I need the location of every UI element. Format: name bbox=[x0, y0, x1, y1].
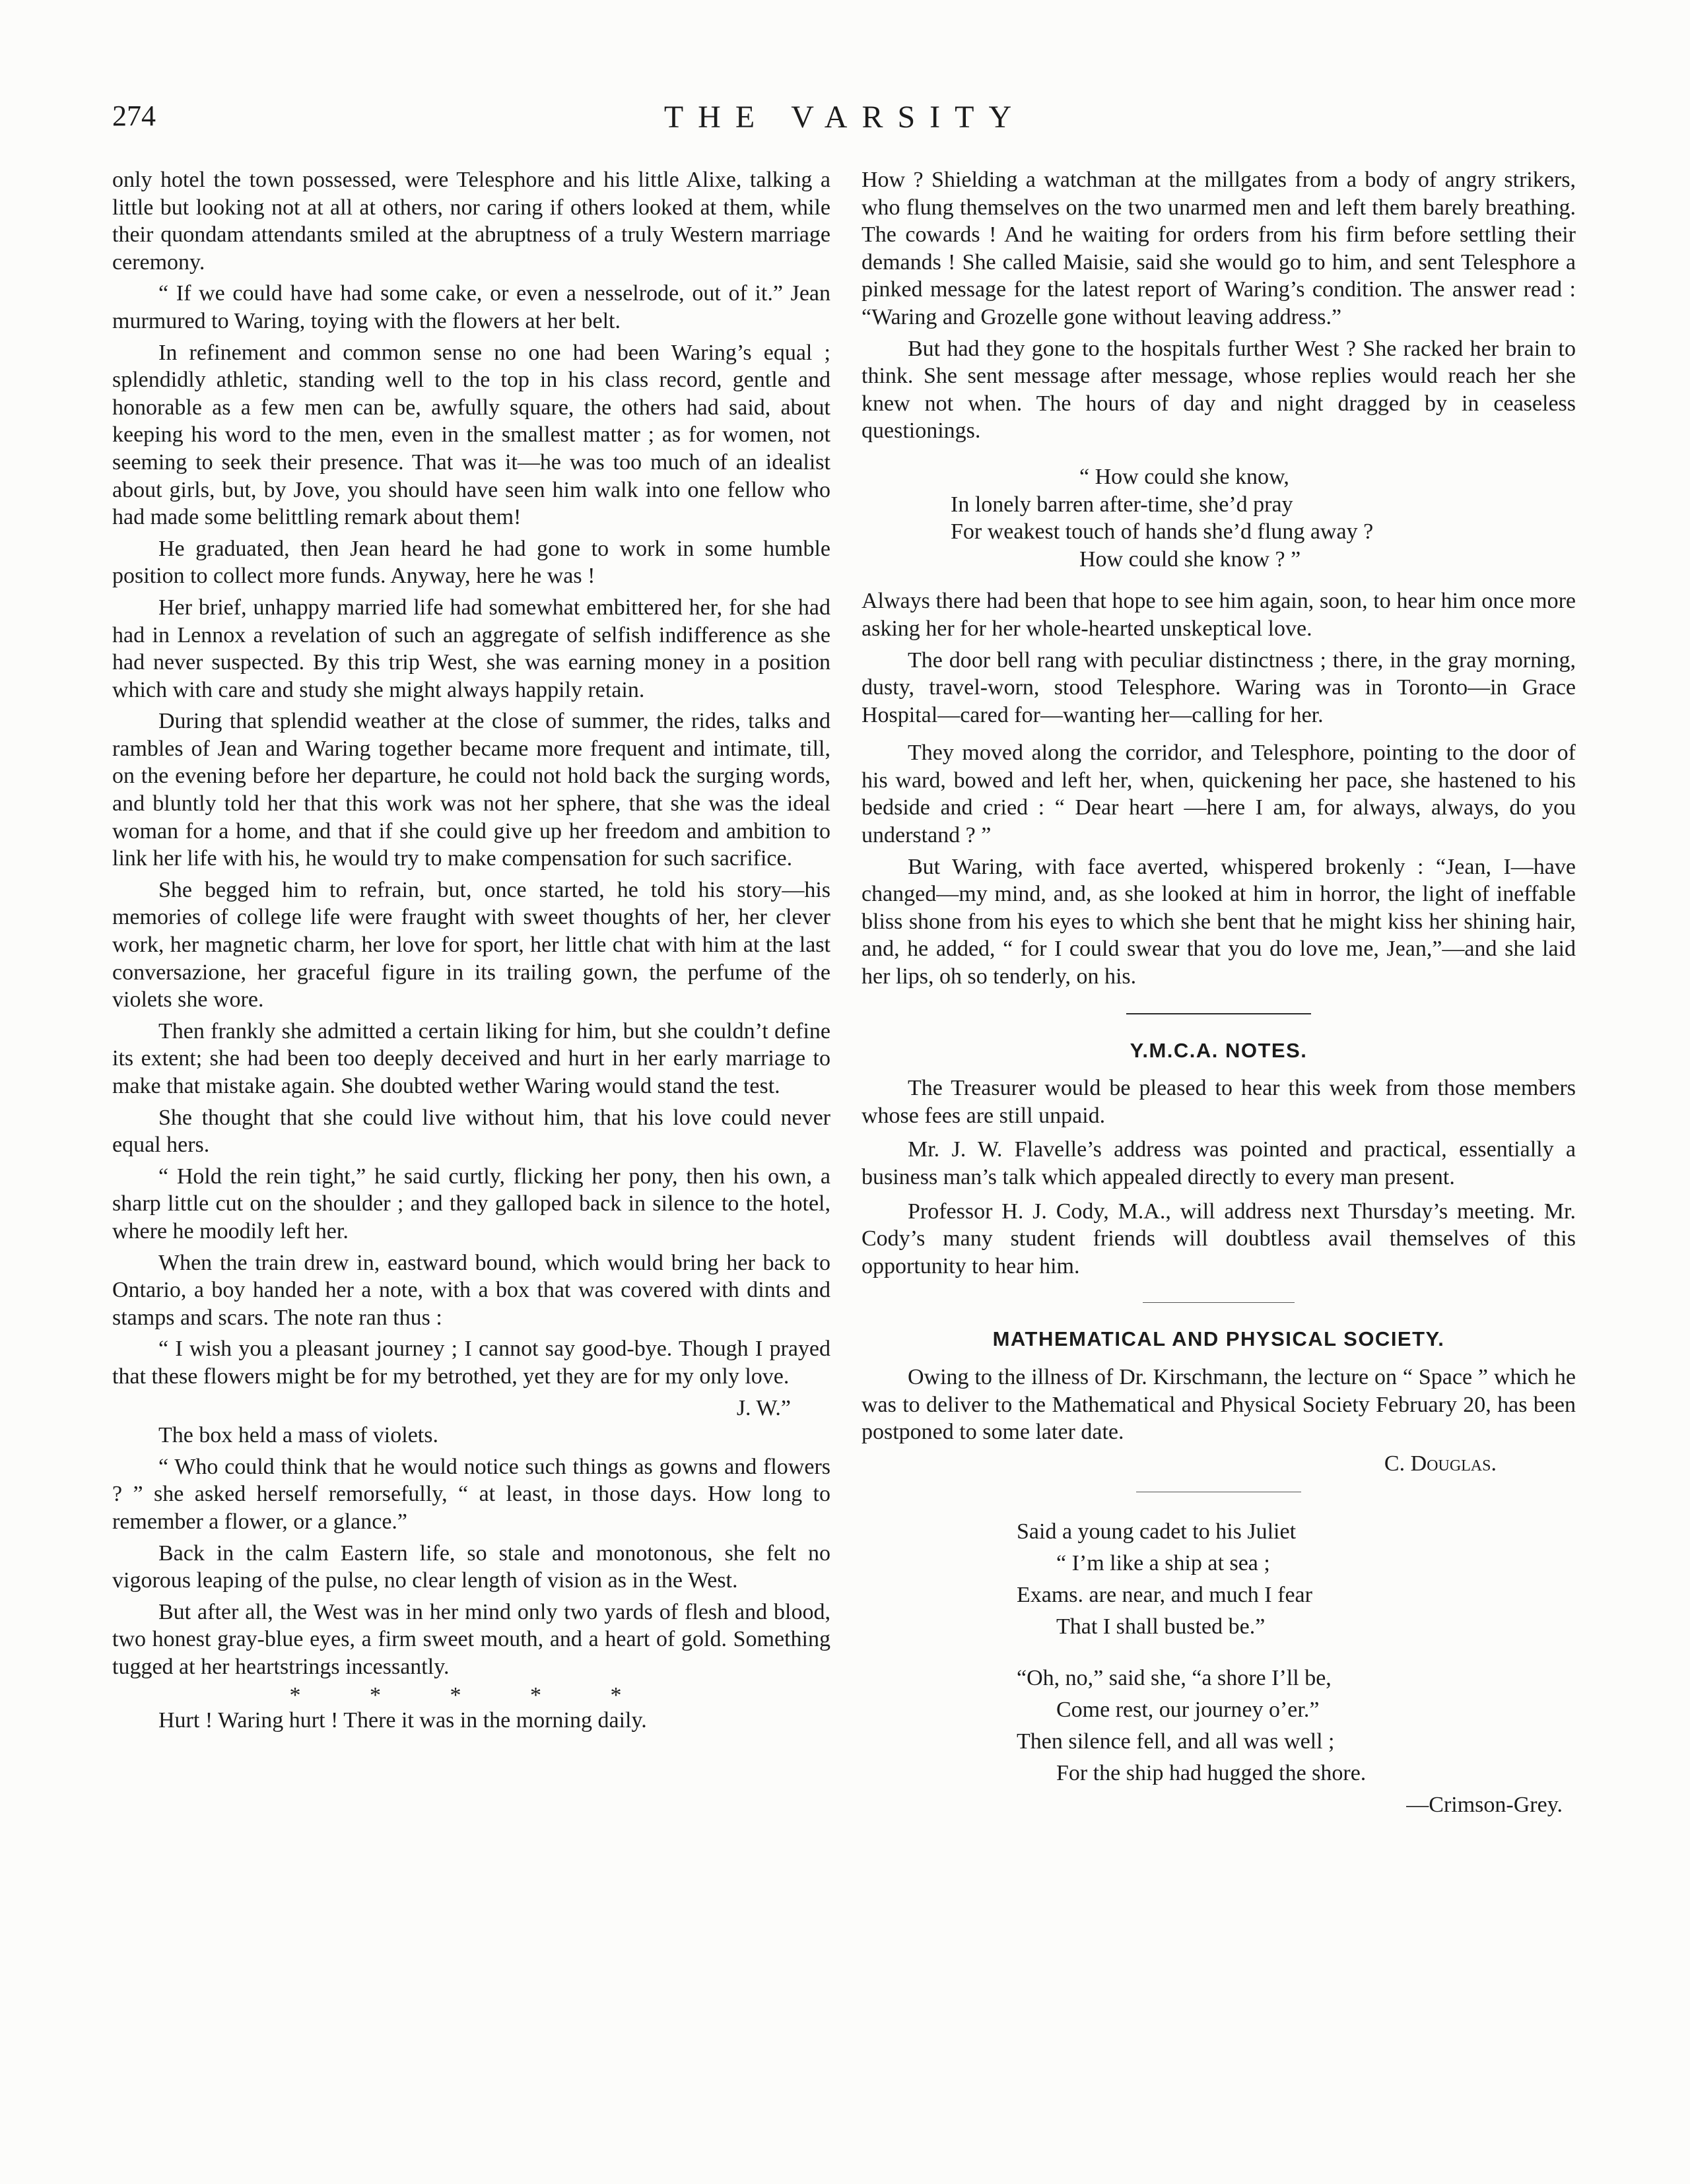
masthead: THE VARSITY bbox=[663, 100, 1027, 135]
paragraph: Then frankly she admitted a certain liking for him, but she couldn’t define its extent; she had been too deeply deceived and hurt in her early marriage to make that mistake again. She doubted wether Waring would stand the test. bbox=[112, 1018, 830, 1098]
paragraph: But had they gone to the hospitals further West ? She racked her brain to think. She sent message after message, whose replies would reach her she knew not when. The hours of day and night dragged by in ceaseless questionings. bbox=[862, 336, 1576, 444]
paragraph: The Treasurer would be pleased to hear this week from those members whose fees are still unpaid. bbox=[862, 1076, 1576, 1128]
paragraph: During that splendid weather at the close of summer, the rides, talks and rambles of Jean and Waring together became more frequent and intimate, till, on the evening before her departure, he could not hold back the surging words, and bluntly told her that this work was not her sphere, that she was the ideal woman for a home, and that if she could give up her freedom and ambition to link her life with his, he would try to make compensation for such sacrifice. bbox=[112, 709, 830, 871]
math-society-title: MATHEMATICAL AND PHYSICAL SOCIETY. bbox=[992, 1327, 1445, 1351]
divider-rule bbox=[1143, 1302, 1295, 1303]
paragraph: She thought that she could live without him, that his love could never equal hers. bbox=[112, 1105, 830, 1158]
verse-line: In lonely barren after-time, she’d pray bbox=[951, 492, 1293, 517]
paragraph: Her brief, unhappy married life had somewhat embittered her, for she had had in Lennox a revelation of such an aggregate of selfish indifference as she had never suspected. By this trip West, she was earning money in a position which with care and study she might always happily retain. bbox=[112, 595, 830, 702]
ymca-notes-title: Y.M.C.A. NOTES. bbox=[1130, 1038, 1308, 1062]
poem-line: That I shall busted be.” bbox=[1056, 1614, 1266, 1639]
right-column bbox=[862, 166, 1576, 1821]
verse-line: For weakest touch of hands she’d flung away ? bbox=[951, 519, 1374, 545]
paragraph: “ Hold the rein tight,” he said curtly, flicking her pony, then his own, a sharp little cut on the shoulder ; and they galloped back in silence to the hotel, where he moodily left her. bbox=[112, 1164, 830, 1243]
paragraph: But after all, the West was in her mind only two yards of flesh and blood, two honest gray-blue eyes, a firm sweet mouth, and a heart of gold. Something tugged at her heartstrings incessantly. bbox=[112, 1599, 830, 1679]
paragraph: “ Who could think that he would notice such things as gowns and flowers ? ” she asked herself remorsefully, “ at least, in those days. How long to remember a flower, or a glance.” bbox=[112, 1454, 830, 1534]
paragraph: Mr. J. W. Flavelle’s address was pointed and practical, essentially a business man’s talk which appealed directly to every man present. bbox=[862, 1137, 1576, 1189]
paragraph: Back in the calm Eastern life, so stale and monotonous, she felt no vigorous leaping of the pulse, no clear length of vision as in the West. bbox=[112, 1540, 830, 1593]
paragraph: How ? Shielding a watchman at the millgates from a body of angry strikers, who flung themselves on the two unarmed men and left them barely breathing. The cowards ! And he waiting for orders from his firm before settling their demands ! She called Maisie, said she would go to him, and sent Telesphore a pinked message for the latest report of Waring’s condition. The answer read : “Waring and Grozelle gone without leaving address.” bbox=[862, 168, 1576, 329]
paragraph: only hotel the town possessed, were Telesphore and his little Alixe, talking a little but looking not at all at others, nor caring if others looked at them, while their quondam attendants smiled at the abruptness of a truly Western marriage ceremony. bbox=[112, 168, 830, 275]
divider-rule bbox=[1126, 1013, 1311, 1014]
page-number: 274 bbox=[112, 100, 156, 132]
verse-line: How could she know ? ” bbox=[1079, 546, 1301, 572]
paragraph: They moved along the corridor, and Telesphore, pointing to the door of his ward, bowed and left her, when, quickening her pace, she hastened to his bedside and cried : “ Dear heart —here I am, for always, always, do you understand ? ” bbox=[862, 741, 1576, 848]
poem-line: For the ship had hugged the shore. bbox=[1056, 1761, 1367, 1786]
paragraph: He graduated, then Jean heard he had gone to work in some humble position to collect more funds. Anyway, here he was ! bbox=[112, 536, 830, 589]
poem-line: Come rest, our journey o’er.” bbox=[1056, 1698, 1320, 1723]
note-text: “ I wish you a pleasant journey ; I cannot say good-bye. Though I prayed that these flowers might be for my betrothed, yet they are for my only love. bbox=[112, 1337, 830, 1389]
poem-line: “ I’m like a ship at sea ; bbox=[1056, 1551, 1270, 1576]
note-signature: J. W.” bbox=[736, 1395, 791, 1420]
paragraph: She begged him to refrain, but, once started, he told his story—his memories of college life were fraught with sweet thoughts of her, her clever work, her magnetic charm, her love for sport, her little chat with him at the last conversazione, her graceful figure in its trailing gown, the perfume of the violets she wore. bbox=[112, 877, 830, 1012]
section-break-stars: * * * * * bbox=[289, 1683, 654, 1708]
paragraph: When the train drew in, eastward bound, which would bring her back to Ontario, a boy handed her a note, with a box that was covered with dints and stamps and scars. The note ran thus : bbox=[112, 1250, 830, 1330]
verse-quote bbox=[862, 463, 1576, 573]
poem-author: —Crimson-Grey. bbox=[1406, 1793, 1563, 1818]
poem-line: “Oh, no,” said she, “a shore I’ll be, bbox=[1017, 1666, 1332, 1691]
page-header bbox=[112, 99, 1578, 145]
paragraph: The door bell rang with peculiar distinctness ; there, in the gray morning, dusty, travel-worn, stood Telesphore. Waring was in Toronto—in Grace Hospital—cared for—wanting her—calling for her. bbox=[862, 647, 1576, 727]
paragraph: In refinement and common sense no one had been Waring’s equal ; splendidly athletic, standing well to the top in his class record, gentle and honorable as a few men can be, awfully square, the others had said, about keeping his word to the men, even in the smallest matter ; as for women, not seeming to seek their presence. That was it—he was too much of an idealist about girls, but, by Jove, you should have seen him walk into one fellow who had made some belittling remark about them! bbox=[112, 340, 830, 530]
paragraph: “ If we could have had some cake, or even a nesselrode, out of it.” Jean murmured to Waring, toying with the flowers at her belt. bbox=[112, 281, 830, 333]
left-column bbox=[112, 166, 830, 1738]
paragraph: Always there had been that hope to see him again, soon, to hear him once more asking her for her whole-hearted unskeptical love. bbox=[862, 589, 1576, 641]
paragraph: Owing to the illness of Dr. Kirschmann, the lecture on “ Space ” which he was to deliver to the Mathematical and Physical Society February 20, has been postponed to some later date. bbox=[862, 1364, 1576, 1445]
signature: C. Douglas. bbox=[1384, 1451, 1497, 1476]
poem-line: Exams. are near, and much I fear bbox=[1017, 1583, 1312, 1608]
poem-line: Then silence fell, and all was well ; bbox=[1017, 1729, 1335, 1754]
poem-line: Said a young cadet to his Juliet bbox=[1017, 1519, 1297, 1544]
paragraph: Hurt ! Waring hurt ! There it was in the morning daily. bbox=[158, 1708, 647, 1733]
paragraph: The box held a mass of violets. bbox=[158, 1423, 438, 1448]
paragraph: Professor H. J. Cody, M.A., will address next Thursday’s meeting. Mr. Cody’s many student friends will doubtless avail themselves of this opportunity to hear him. bbox=[862, 1199, 1576, 1278]
paragraph: But Waring, with face averted, whispered brokenly : “Jean, I—have changed—my mind, and, as she looked at him in horror, the light of ineffable bliss shone from his eyes to which she bent that he might kiss her shining hair, and, he added, “ for I could swear that you do love me, Jean,”—and she laid her lips, oh so tenderly, on his. bbox=[862, 854, 1576, 989]
verse-line: “ How could she know, bbox=[1079, 464, 1289, 489]
poem bbox=[1017, 1516, 1576, 1821]
